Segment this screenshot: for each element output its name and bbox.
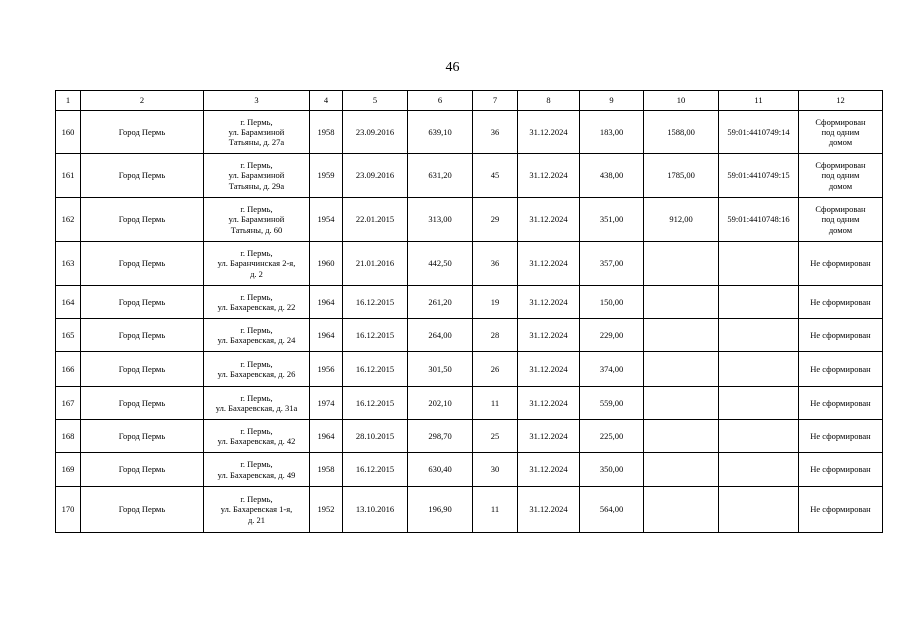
city-cell: Город Пермь bbox=[81, 242, 204, 286]
address-line: ул. Бахаревская, д. 26 bbox=[217, 369, 296, 379]
row-number-cell: 167 bbox=[56, 387, 81, 420]
address-line: г. Пермь, bbox=[240, 160, 273, 171]
cadastral-number-cell: 59:01:4410749:14 bbox=[719, 111, 799, 154]
address-cell bbox=[204, 111, 310, 154]
residents-cell: 11 bbox=[473, 487, 518, 533]
address-cell bbox=[204, 387, 310, 420]
status-line: Сформирован bbox=[815, 116, 866, 127]
address-cell bbox=[204, 198, 310, 242]
column-header-8: 8 bbox=[518, 91, 580, 111]
address-line: Татьяны, д. 29а bbox=[228, 180, 285, 191]
cadastral-number-cell bbox=[719, 453, 799, 487]
row-number-cell: 161 bbox=[56, 154, 81, 198]
row-number-cell: 163 bbox=[56, 242, 81, 286]
city-cell: Город Пермь bbox=[81, 420, 204, 453]
deadline-cell: 31.12.2024 bbox=[518, 352, 580, 387]
area-cell: 261,20 bbox=[408, 286, 473, 319]
status-line: домом bbox=[828, 224, 853, 235]
address-line: г. Пермь, bbox=[240, 248, 273, 259]
status-line: Сформирован bbox=[815, 160, 866, 171]
year-cell: 1952 bbox=[310, 487, 343, 533]
column-9-cell: 183,00 bbox=[580, 111, 644, 154]
date-cell: 16.12.2015 bbox=[343, 352, 408, 387]
table-row bbox=[56, 286, 883, 319]
status-cell bbox=[799, 319, 883, 352]
date-cell: 23.09.2016 bbox=[343, 111, 408, 154]
column-10-cell bbox=[644, 319, 719, 352]
deadline-cell: 31.12.2024 bbox=[518, 286, 580, 319]
status-cell bbox=[799, 387, 883, 420]
cadastral-number-cell bbox=[719, 352, 799, 387]
area-cell: 196,90 bbox=[408, 487, 473, 533]
address-cell bbox=[204, 242, 310, 286]
table-row bbox=[56, 198, 883, 242]
address-line: ул. Бахаревская, д. 22 bbox=[217, 302, 296, 312]
status-cell bbox=[799, 286, 883, 319]
year-cell: 1956 bbox=[310, 352, 343, 387]
date-cell: 23.09.2016 bbox=[343, 154, 408, 198]
city-cell: Город Пермь bbox=[81, 352, 204, 387]
row-number-cell: 170 bbox=[56, 487, 81, 533]
address-line: г. Пермь, bbox=[240, 358, 273, 369]
address-line: ул. Бахаревская 1-я, bbox=[220, 504, 293, 515]
table-row bbox=[56, 487, 883, 533]
year-cell: 1964 bbox=[310, 286, 343, 319]
cadastral-number-cell: 59:01:4410749:15 bbox=[719, 154, 799, 198]
area-cell: 264,00 bbox=[408, 319, 473, 352]
area-cell: 301,50 bbox=[408, 352, 473, 387]
column-10-cell: 912,00 bbox=[644, 198, 719, 242]
address-line: г. Пермь, bbox=[240, 459, 273, 470]
date-cell: 13.10.2016 bbox=[343, 487, 408, 533]
row-number-cell: 169 bbox=[56, 453, 81, 487]
status-cell bbox=[799, 198, 883, 242]
column-10-cell: 1785,00 bbox=[644, 154, 719, 198]
date-cell: 16.12.2015 bbox=[343, 453, 408, 487]
deadline-cell: 31.12.2024 bbox=[518, 319, 580, 352]
table-row bbox=[56, 242, 883, 286]
status-line: Не сформирован bbox=[810, 397, 871, 408]
date-cell: 16.12.2015 bbox=[343, 387, 408, 420]
address-line: г. Пермь, bbox=[240, 116, 273, 127]
city-cell: Город Пермь bbox=[81, 453, 204, 487]
column-header-12: 12 bbox=[799, 91, 883, 111]
status-line: домом bbox=[828, 180, 853, 191]
year-cell: 1954 bbox=[310, 198, 343, 242]
status-cell bbox=[799, 487, 883, 533]
area-cell: 313,00 bbox=[408, 198, 473, 242]
status-line: Не сформирован bbox=[810, 258, 871, 269]
table-row bbox=[56, 387, 883, 420]
column-9-cell: 564,00 bbox=[580, 487, 644, 533]
column-header-6: 6 bbox=[408, 91, 473, 111]
area-cell: 639,10 bbox=[408, 111, 473, 154]
residents-cell: 11 bbox=[473, 387, 518, 420]
address-line: ул. Бахаревская, д. 49 bbox=[217, 469, 296, 480]
status-cell bbox=[799, 111, 883, 154]
cadastral-number-cell bbox=[719, 319, 799, 352]
year-cell: 1960 bbox=[310, 242, 343, 286]
column-9-cell: 225,00 bbox=[580, 420, 644, 453]
address-cell bbox=[204, 154, 310, 198]
row-number-cell: 165 bbox=[56, 319, 81, 352]
date-cell: 16.12.2015 bbox=[343, 319, 408, 352]
column-10-cell bbox=[644, 286, 719, 319]
status-line: домом bbox=[828, 137, 853, 148]
status-cell bbox=[799, 453, 883, 487]
housing-registry-table bbox=[55, 90, 883, 533]
address-line: Татьяны, д. 27а bbox=[228, 137, 285, 148]
city-cell: Город Пермь bbox=[81, 286, 204, 319]
residents-cell: 30 bbox=[473, 453, 518, 487]
row-number-cell: 160 bbox=[56, 111, 81, 154]
status-line: Не сформирован bbox=[810, 504, 871, 515]
column-10-cell: 1588,00 bbox=[644, 111, 719, 154]
status-line: Не сформирован bbox=[810, 363, 871, 374]
year-cell: 1974 bbox=[310, 387, 343, 420]
address-cell bbox=[204, 420, 310, 453]
cadastral-number-cell bbox=[719, 242, 799, 286]
deadline-cell: 31.12.2024 bbox=[518, 387, 580, 420]
status-line: Не сформирован bbox=[810, 329, 871, 340]
residents-cell: 29 bbox=[473, 198, 518, 242]
column-header-2: 2 bbox=[81, 91, 204, 111]
column-header-9: 9 bbox=[580, 91, 644, 111]
address-line: г. Пермь, bbox=[240, 494, 273, 505]
city-cell: Город Пермь bbox=[81, 487, 204, 533]
column-10-cell bbox=[644, 242, 719, 286]
address-line: ул. Баранчинская 2-я, bbox=[217, 258, 296, 269]
address-line: г. Пермь, bbox=[240, 204, 273, 215]
date-cell: 16.12.2015 bbox=[343, 286, 408, 319]
column-9-cell: 229,00 bbox=[580, 319, 644, 352]
residents-cell: 36 bbox=[473, 242, 518, 286]
status-line: под одним bbox=[821, 214, 860, 225]
residents-cell: 28 bbox=[473, 319, 518, 352]
deadline-cell: 31.12.2024 bbox=[518, 154, 580, 198]
cadastral-number-cell bbox=[719, 487, 799, 533]
residents-cell: 26 bbox=[473, 352, 518, 387]
residents-cell: 45 bbox=[473, 154, 518, 198]
area-cell: 442,50 bbox=[408, 242, 473, 286]
status-line: под одним bbox=[821, 126, 860, 137]
table-body bbox=[56, 111, 883, 533]
deadline-cell: 31.12.2024 bbox=[518, 242, 580, 286]
area-cell: 298,70 bbox=[408, 420, 473, 453]
address-line: ул. Барамзиной bbox=[228, 126, 285, 137]
cadastral-number-cell: 59:01:4410748:16 bbox=[719, 198, 799, 242]
row-number-cell: 164 bbox=[56, 286, 81, 319]
table-row bbox=[56, 111, 883, 154]
address-line: г. Пермь, bbox=[240, 392, 273, 403]
city-cell: Город Пермь bbox=[81, 319, 204, 352]
status-cell bbox=[799, 242, 883, 286]
date-cell: 28.10.2015 bbox=[343, 420, 408, 453]
city-cell: Город Пермь bbox=[81, 387, 204, 420]
date-cell: 22.01.2015 bbox=[343, 198, 408, 242]
address-line: д. 2 bbox=[250, 268, 263, 279]
city-cell: Город Пермь bbox=[81, 111, 204, 154]
column-header-5: 5 bbox=[343, 91, 408, 111]
status-line: Не сформирован bbox=[810, 464, 871, 475]
address-line: ул. Бахаревская, д. 24 bbox=[217, 335, 296, 345]
table-row bbox=[56, 420, 883, 453]
status-line: Не сформирован bbox=[810, 430, 871, 441]
address-cell bbox=[204, 453, 310, 487]
column-9-cell: 350,00 bbox=[580, 453, 644, 487]
year-cell: 1964 bbox=[310, 319, 343, 352]
column-9-cell: 374,00 bbox=[580, 352, 644, 387]
area-cell: 630,40 bbox=[408, 453, 473, 487]
table-row bbox=[56, 453, 883, 487]
deadline-cell: 31.12.2024 bbox=[518, 198, 580, 242]
table-row bbox=[56, 352, 883, 387]
address-cell bbox=[204, 352, 310, 387]
column-10-cell bbox=[644, 453, 719, 487]
city-cell: Город Пермь bbox=[81, 154, 204, 198]
year-cell: 1958 bbox=[310, 111, 343, 154]
table-header-row bbox=[56, 91, 883, 111]
column-9-cell: 357,00 bbox=[580, 242, 644, 286]
deadline-cell: 31.12.2024 bbox=[518, 487, 580, 533]
status-line: Не сформирован bbox=[810, 296, 871, 307]
deadline-cell: 31.12.2024 bbox=[518, 420, 580, 453]
column-header-7: 7 bbox=[473, 91, 518, 111]
column-9-cell: 351,00 bbox=[580, 198, 644, 242]
address-cell bbox=[204, 487, 310, 533]
table-row bbox=[56, 319, 883, 352]
address-line: д. 21 bbox=[247, 514, 266, 525]
row-number-cell: 168 bbox=[56, 420, 81, 453]
residents-cell: 25 bbox=[473, 420, 518, 453]
address-line: Татьяны, д. 60 bbox=[230, 224, 283, 235]
address-line: ул. Барамзиной bbox=[228, 214, 285, 225]
column-header-1: 1 bbox=[56, 91, 81, 111]
column-header-10: 10 bbox=[644, 91, 719, 111]
year-cell: 1959 bbox=[310, 154, 343, 198]
status-line: под одним bbox=[821, 170, 860, 181]
row-number-cell: 166 bbox=[56, 352, 81, 387]
page-number: 46 bbox=[445, 60, 460, 75]
address-line: ул. Бахаревская, д. 31а bbox=[215, 403, 298, 413]
column-header-3: 3 bbox=[204, 91, 310, 111]
column-10-cell bbox=[644, 352, 719, 387]
year-cell: 1964 bbox=[310, 420, 343, 453]
cadastral-number-cell bbox=[719, 387, 799, 420]
residents-cell: 19 bbox=[473, 286, 518, 319]
column-header-4: 4 bbox=[310, 91, 343, 111]
status-cell bbox=[799, 154, 883, 198]
address-line: ул. Барамзиной bbox=[228, 170, 285, 181]
residents-cell: 36 bbox=[473, 111, 518, 154]
column-10-cell bbox=[644, 387, 719, 420]
date-cell: 21.01.2016 bbox=[343, 242, 408, 286]
address-line: г. Пермь, bbox=[240, 291, 273, 302]
row-number-cell: 162 bbox=[56, 198, 81, 242]
cadastral-number-cell bbox=[719, 286, 799, 319]
column-9-cell: 559,00 bbox=[580, 387, 644, 420]
city-cell: Город Пермь bbox=[81, 198, 204, 242]
status-cell bbox=[799, 352, 883, 387]
year-cell: 1958 bbox=[310, 453, 343, 487]
address-cell bbox=[204, 319, 310, 352]
column-header-11: 11 bbox=[719, 91, 799, 111]
cadastral-number-cell bbox=[719, 420, 799, 453]
column-9-cell: 438,00 bbox=[580, 154, 644, 198]
column-9-cell: 150,00 bbox=[580, 286, 644, 319]
deadline-cell: 31.12.2024 bbox=[518, 453, 580, 487]
status-line: Сформирован bbox=[815, 204, 866, 215]
address-line: г. Пермь, bbox=[240, 425, 273, 436]
status-cell bbox=[799, 420, 883, 453]
address-line: г. Пермь, bbox=[240, 324, 273, 335]
area-cell: 631,20 bbox=[408, 154, 473, 198]
column-10-cell bbox=[644, 487, 719, 533]
deadline-cell: 31.12.2024 bbox=[518, 111, 580, 154]
area-cell: 202,10 bbox=[408, 387, 473, 420]
table-row bbox=[56, 154, 883, 198]
address-line: ул. Бахаревская, д. 42 bbox=[217, 436, 296, 446]
column-10-cell bbox=[644, 420, 719, 453]
address-cell bbox=[204, 286, 310, 319]
